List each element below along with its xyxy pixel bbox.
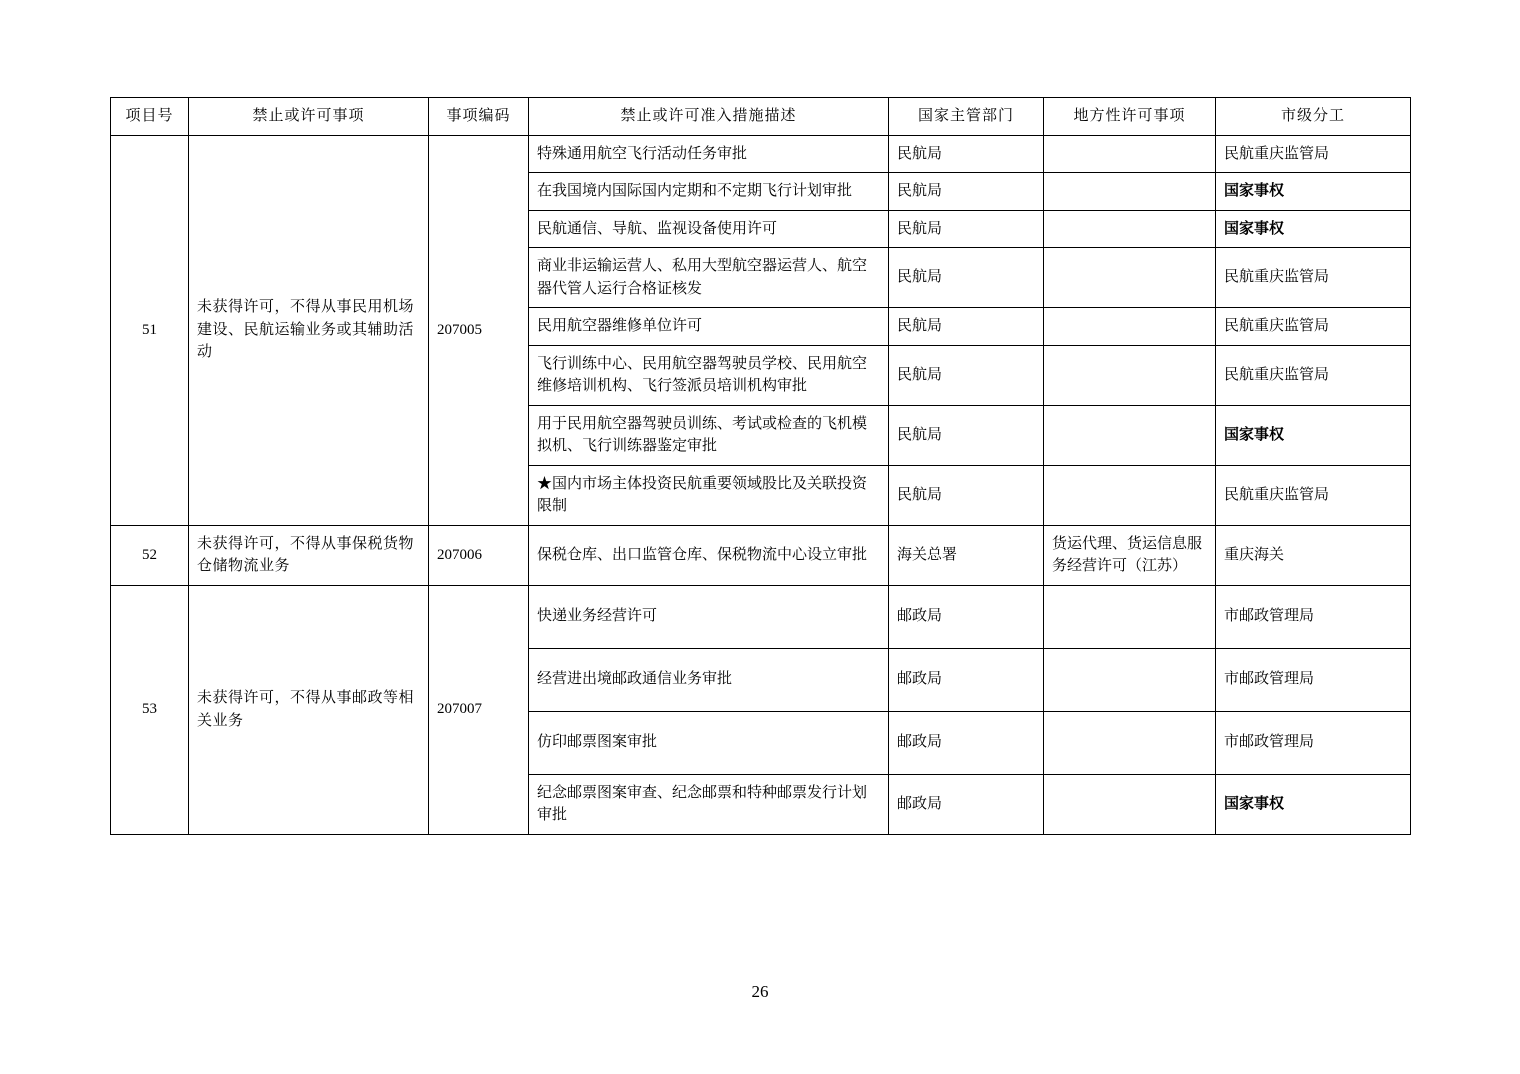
market-access-table-container	[110, 97, 1410, 835]
cell-national-department: 海关总署	[889, 525, 1044, 585]
cell-national-department: 民航局	[889, 135, 1044, 173]
cell-local-permit-item	[1044, 210, 1216, 248]
cell-local-permit-item	[1044, 345, 1216, 405]
cell-municipal-division: 国家事权	[1216, 405, 1411, 465]
cell-measure-description: 保税仓库、出口监管仓库、保税物流中心设立审批	[529, 525, 889, 585]
page-number: 26	[751, 982, 769, 1001]
table-row	[111, 525, 1411, 585]
cell-measure-description: 用于民用航空器驾驶员训练、考试或检查的飞机模拟机、飞行训练器鉴定审批	[529, 405, 889, 465]
table-body	[111, 135, 1411, 834]
cell-national-department: 邮政局	[889, 774, 1044, 834]
cell-prohibition-item: 未获得许可，不得从事保税货物仓储物流业务	[189, 525, 429, 585]
market-access-table	[110, 97, 1411, 835]
cell-local-permit-item	[1044, 774, 1216, 834]
cell-measure-description: 快递业务经营许可	[529, 585, 889, 648]
cell-municipal-division: 市邮政管理局	[1216, 648, 1411, 711]
cell-municipal-division: 市邮政管理局	[1216, 711, 1411, 774]
cell-measure-description: ★国内市场主体投资民航重要领域股比及关联投资限制	[529, 465, 889, 525]
cell-prohibition-item: 未获得许可，不得从事民用机场建设、民航运输业务或其辅助活动	[189, 135, 429, 525]
cell-item-code: 207005	[429, 135, 529, 525]
cell-local-permit-item	[1044, 173, 1216, 211]
cell-measure-description: 飞行训练中心、民用航空器驾驶员学校、民用航空维修培训机构、飞行签派员培训机构审批	[529, 345, 889, 405]
cell-local-permit-item	[1044, 585, 1216, 648]
cell-local-permit-item	[1044, 465, 1216, 525]
cell-project-number: 51	[111, 135, 189, 525]
cell-national-department: 邮政局	[889, 585, 1044, 648]
cell-local-permit-item	[1044, 648, 1216, 711]
cell-local-permit-item	[1044, 135, 1216, 173]
cell-municipal-division: 国家事权	[1216, 774, 1411, 834]
cell-measure-description: 民航通信、导航、监视设备使用许可	[529, 210, 889, 248]
cell-municipal-division: 重庆海关	[1216, 525, 1411, 585]
cell-local-permit-item	[1044, 405, 1216, 465]
cell-national-department: 民航局	[889, 308, 1044, 346]
column-header-national-department: 国家主管部门	[889, 98, 1044, 136]
cell-national-department: 民航局	[889, 210, 1044, 248]
column-header-prohibition-item: 禁止或许可事项	[189, 98, 429, 136]
cell-municipal-division: 民航重庆监管局	[1216, 248, 1411, 308]
cell-national-department: 民航局	[889, 465, 1044, 525]
cell-measure-description: 在我国境内国际国内定期和不定期飞行计划审批	[529, 173, 889, 211]
cell-national-department: 邮政局	[889, 648, 1044, 711]
cell-measure-description: 民用航空器维修单位许可	[529, 308, 889, 346]
cell-municipal-division: 国家事权	[1216, 173, 1411, 211]
cell-item-code: 207006	[429, 525, 529, 585]
cell-national-department: 邮政局	[889, 711, 1044, 774]
cell-national-department: 民航局	[889, 345, 1044, 405]
column-header-measure-description: 禁止或许可准入措施描述	[529, 98, 889, 136]
table-header-row	[111, 98, 1411, 136]
cell-local-permit-item: 货运代理、货运信息服务经营许可（江苏）	[1044, 525, 1216, 585]
cell-local-permit-item	[1044, 248, 1216, 308]
table-row	[111, 135, 1411, 173]
column-header-municipal-division: 市级分工	[1216, 98, 1411, 136]
column-header-project-number: 项目号	[111, 98, 189, 136]
cell-measure-description: 特殊通用航空飞行活动任务审批	[529, 135, 889, 173]
cell-municipal-division: 民航重庆监管局	[1216, 465, 1411, 525]
cell-local-permit-item	[1044, 711, 1216, 774]
cell-measure-description: 纪念邮票图案审查、纪念邮票和特种邮票发行计划审批	[529, 774, 889, 834]
cell-national-department: 民航局	[889, 248, 1044, 308]
cell-measure-description: 仿印邮票图案审批	[529, 711, 889, 774]
cell-measure-description: 经营进出境邮政通信业务审批	[529, 648, 889, 711]
cell-project-number: 53	[111, 585, 189, 834]
cell-prohibition-item: 未获得许可，不得从事邮政等相关业务	[189, 585, 429, 834]
table-header	[111, 98, 1411, 136]
cell-municipal-division: 国家事权	[1216, 210, 1411, 248]
cell-municipal-division: 民航重庆监管局	[1216, 135, 1411, 173]
table-row	[111, 585, 1411, 648]
cell-municipal-division: 民航重庆监管局	[1216, 308, 1411, 346]
cell-municipal-division: 民航重庆监管局	[1216, 345, 1411, 405]
column-header-local-permit-item: 地方性许可事项	[1044, 98, 1216, 136]
cell-item-code: 207007	[429, 585, 529, 834]
cell-national-department: 民航局	[889, 405, 1044, 465]
cell-municipal-division: 市邮政管理局	[1216, 585, 1411, 648]
cell-local-permit-item	[1044, 308, 1216, 346]
cell-measure-description: 商业非运输运营人、私用大型航空器运营人、航空器代管人运行合格证核发	[529, 248, 889, 308]
column-header-item-code: 事项编码	[429, 98, 529, 136]
cell-project-number: 52	[111, 525, 189, 585]
cell-national-department: 民航局	[889, 173, 1044, 211]
